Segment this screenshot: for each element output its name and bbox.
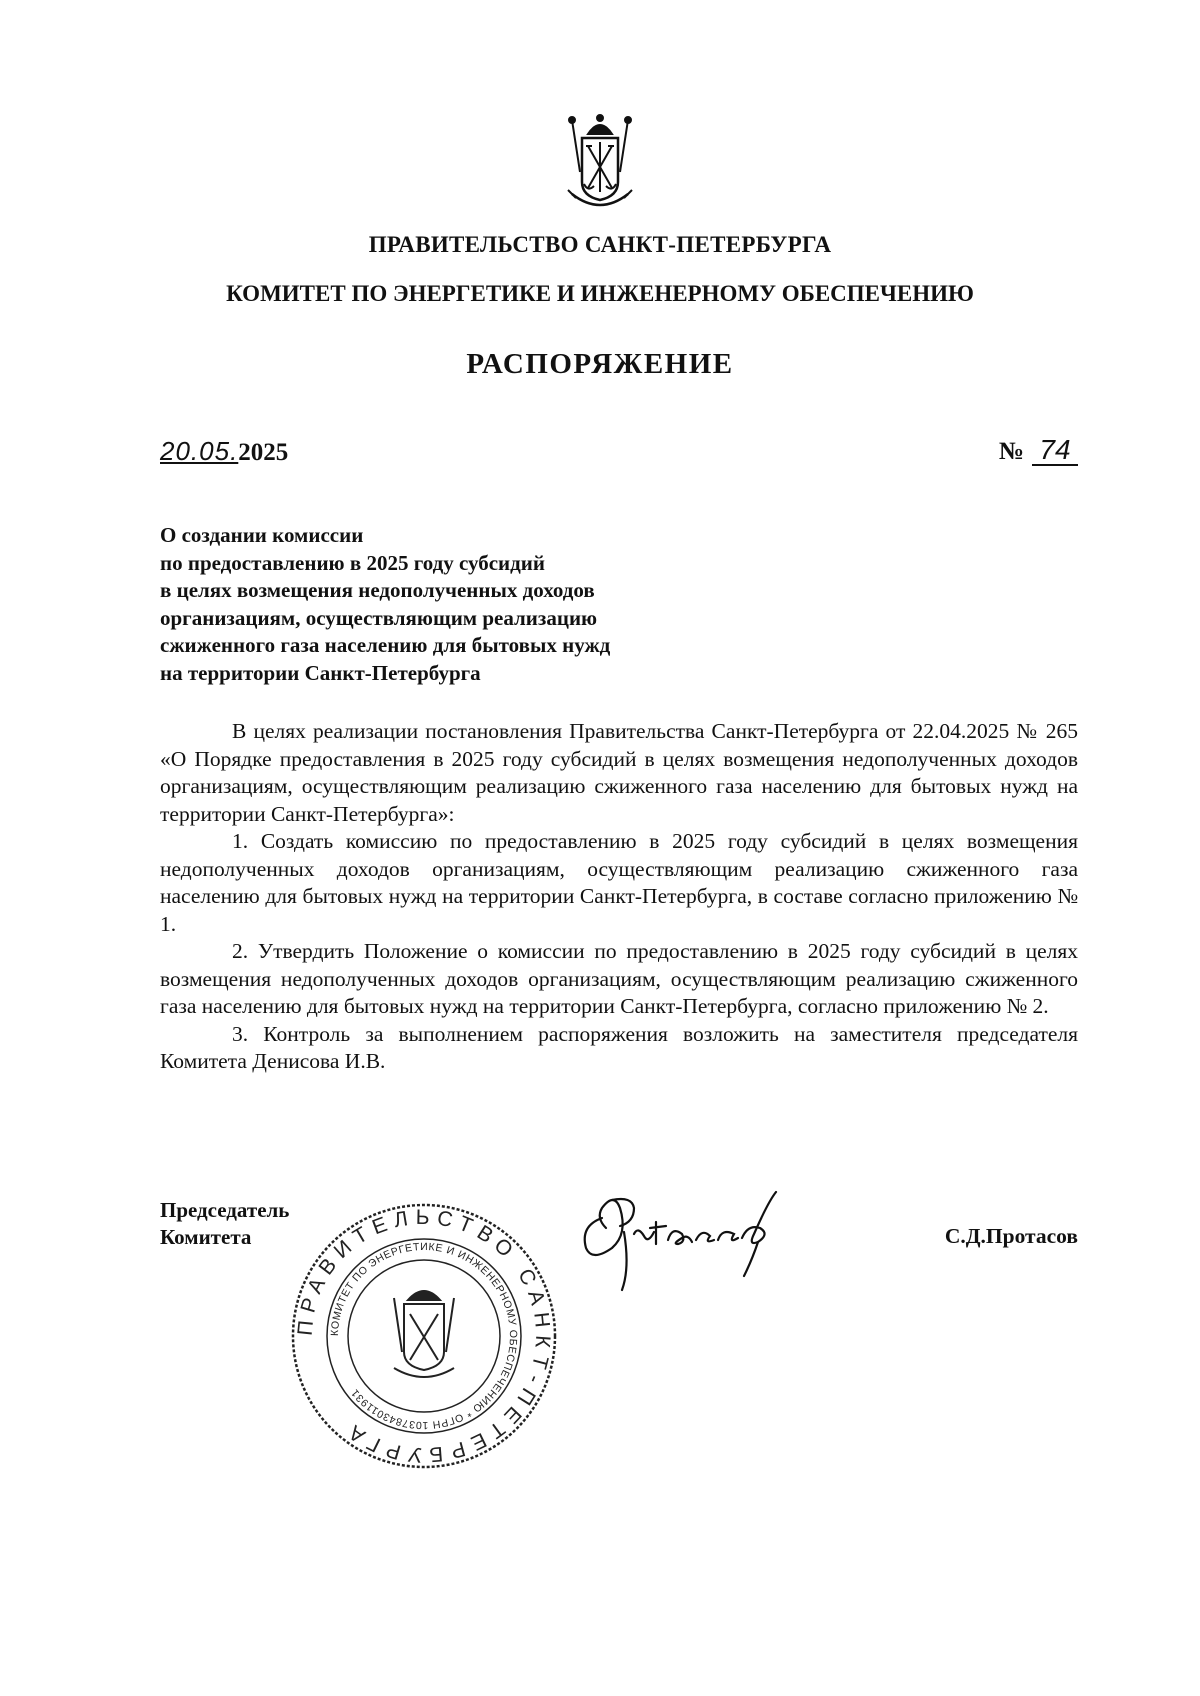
signatory-title-line: Комитета: [160, 1225, 252, 1249]
seal-emblem-icon: [394, 1291, 454, 1377]
seal-outer-text: ПРАВИТЕЛЬСТВО САНКТ-ПЕТЕРБУРГА: [293, 1205, 555, 1467]
number-label: №: [998, 438, 1024, 465]
date-number-row: [160, 430, 1078, 474]
body-paragraph: 2. Утвердить Положение о комиссии по предоставлению в 2025 году субсидий в целях возмещения недополученных доходов организациям, осуществляющим реализацию сжиженного газа населению для бытовых нужд на территории Санкт-Петербурга, согласно приложению № 2.: [160, 939, 1078, 1018]
committee-name: КОМИТЕТ ПО ЭНЕРГЕТИКЕ И ИНЖЕНЕРНОМУ ОБЕСПЕЧЕНИЮ: [226, 281, 974, 306]
handwritten-date: 20.05.: [160, 436, 239, 466]
body-paragraph: 1. Создать комиссию по предоставлению в 2025 году субсидий в целях возмещения недополученных доходов организациям, осуществляющим реализацию сжиженного газа населению для бытовых нужд на территории Санкт-Петербурга, в составе согласно приложению № 1.: [160, 829, 1078, 936]
subject-line: О создании комиссии: [160, 523, 364, 547]
document-body: [160, 718, 1078, 1076]
document-year: 2025: [238, 439, 289, 466]
coat-of-arms-icon: [558, 112, 642, 216]
document-date: [160, 436, 288, 467]
subject-line: организациям, осуществляющим реализацию: [160, 605, 598, 630]
subject-line: на территории Санкт-Петербурга: [160, 660, 481, 685]
government-name: ПРАВИТЕЛЬСТВО САНКТ-ПЕТЕРБУРГА: [368, 232, 832, 257]
signatory-name: С.Д.Протасов: [944, 1224, 1078, 1248]
document-subject: [160, 522, 760, 687]
body-paragraph: В целях реализации постановления Правительства Санкт-Петербурга от 22.04.2025 № 265 «О Порядке предоставления в 2025 году субсидий в целях возмещения недополученных доходов организациям, осуществляющим реализацию сжиженного газа населению для бытовых нужд на территории Санкт-Петербурга»:: [160, 719, 1078, 826]
subject-line: сжиженного газа населению для бытовых нужд: [160, 633, 611, 657]
handwritten-number: 74: [1032, 436, 1078, 466]
seal-inner-text: КОМИТЕТ ПО ЭНЕРГЕТИКЕ И ИНЖЕНЕРНОМУ ОБЕСПЕЧЕНИЮ * ОГРН 1037843011931: [328, 1240, 520, 1432]
signatory-title: [160, 1197, 289, 1251]
document-number: [999, 436, 1078, 466]
subject-line: в целях возмещения недополученных доходов: [160, 578, 595, 602]
subject-line: по предоставлению в 2025 году субсидий: [160, 550, 545, 575]
signatory-title-line: Председатель: [160, 1198, 290, 1222]
body-paragraph: 3. Контроль за выполнением распоряжения возложить на заместителя председателя Комитета Денисова И.В.: [160, 1021, 1078, 1073]
official-seal-stamp: [290, 1202, 558, 1470]
document-type: РАСПОРЯЖЕНИЕ: [466, 348, 734, 380]
handwritten-signature: [572, 1178, 812, 1298]
